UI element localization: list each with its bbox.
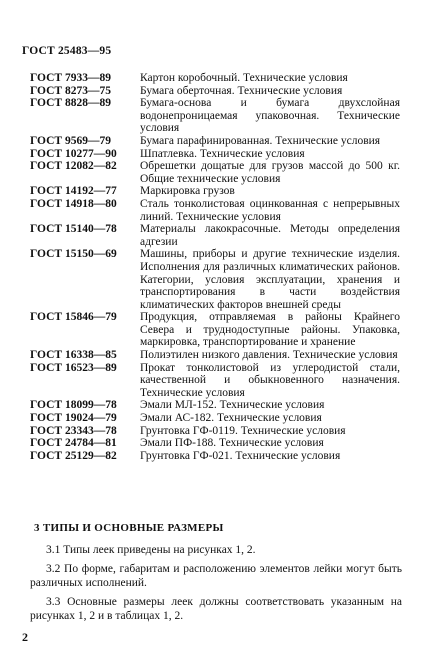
reference-title: Эмали ПФ-188. Технические условия xyxy=(140,437,324,450)
reference-row xyxy=(30,223,400,248)
reference-code: ГОСТ 7933—89 xyxy=(30,72,111,84)
reference-row xyxy=(30,185,400,198)
reference-row xyxy=(30,97,400,135)
paragraph-3-1: 3.1 Типы леек приведены на рисунках 1, 2. xyxy=(46,544,256,556)
reference-code: ГОСТ 15150—69 xyxy=(30,248,117,261)
reference-code: ГОСТ 18099—78 xyxy=(30,399,117,412)
reference-row xyxy=(30,399,400,412)
paragraph-3-3: 3.3 Основные размеры леек должны соответствовать указанным на рисунках 1, 2 и в таблицах 1, 2. xyxy=(30,596,402,622)
reference-row xyxy=(30,311,400,349)
reference-row xyxy=(30,148,400,161)
reference-title: Бумага оберточная. Технические условия xyxy=(140,84,343,97)
normative-references-list xyxy=(30,72,400,462)
reference-code: ГОСТ 23343—78 xyxy=(30,424,117,437)
reference-code: ГОСТ 25129—82 xyxy=(30,449,117,462)
reference-title: Эмали АС-182. Технические условия xyxy=(140,412,322,425)
reference-row xyxy=(30,425,400,438)
reference-code: ГОСТ 15846—79 xyxy=(30,311,117,324)
reference-code: ГОСТ 8828—89 xyxy=(30,97,111,110)
reference-code: ГОСТ 16523—89 xyxy=(30,361,117,374)
reference-code: ГОСТ 14192—77 xyxy=(30,185,117,198)
paragraph-3-2: 3.2 По форме, габаритам и расположению элементов лейки могут быть различных исполнений. xyxy=(30,563,402,589)
reference-row xyxy=(30,437,400,450)
reference-title: Картон коробочный. Технические условия xyxy=(140,72,348,84)
reference-code: ГОСТ 15140—78 xyxy=(30,223,117,236)
reference-row xyxy=(30,198,400,223)
reference-row xyxy=(30,349,400,362)
reference-title: Полиэтилен низкого давления. Технические условия xyxy=(140,349,398,362)
reference-code: ГОСТ 24784—81 xyxy=(30,437,117,450)
reference-code: ГОСТ 10277—90 xyxy=(30,147,117,160)
document-header: ГОСТ 25483—95 xyxy=(22,45,112,57)
reference-row xyxy=(30,160,400,185)
reference-row xyxy=(30,135,400,148)
reference-code: ГОСТ 12082—82 xyxy=(30,160,117,173)
reference-title: Эмали МЛ-152. Технические условия xyxy=(140,399,325,412)
reference-title: Маркировка грузов xyxy=(140,185,235,198)
reference-title: Материалы лакокрасочные. Методы определения адгезии xyxy=(140,223,400,248)
reference-row xyxy=(30,412,400,425)
section-heading: 3 ТИПЫ И ОСНОВНЫЕ РАЗМЕРЫ xyxy=(34,522,224,534)
reference-title: Грунтовка ГФ-0119. Технические условия xyxy=(140,424,346,437)
reference-code: ГОСТ 9569—79 xyxy=(30,134,111,147)
reference-row xyxy=(30,450,400,463)
reference-code: ГОСТ 16338—85 xyxy=(30,349,117,362)
reference-title: Грунтовка ГФ-021. Технические условия xyxy=(140,449,341,462)
reference-title: Продукция, отправляемая в районы Крайнего Севера и труднодоступные районы. Упаковка, маркировка, транспортирование и хранение xyxy=(140,311,400,349)
reference-title: Шпатлевка. Технические условия xyxy=(140,147,305,160)
reference-row xyxy=(30,248,400,311)
reference-title: Бумага парафинированная. Технические условия xyxy=(140,134,381,147)
reference-row xyxy=(30,85,400,98)
reference-code: ГОСТ 19024—79 xyxy=(30,412,117,425)
reference-code: ГОСТ 8273—75 xyxy=(30,84,111,97)
reference-title: Сталь тонколистовая оцинкованная с непрерывных линий. Технические условия xyxy=(140,197,400,223)
page-number: 2 xyxy=(22,630,28,644)
reference-row xyxy=(30,362,400,400)
reference-title: Бумага-основа и бумага двухслойная водонепроницаемая упаковочная. Технические условия xyxy=(140,97,400,135)
reference-title: Обрешетки дощатые для грузов массой до 500 кг. Общие технические условия xyxy=(140,160,400,185)
reference-code: ГОСТ 14918—80 xyxy=(30,197,117,210)
reference-title: Прокат тонколистовой из углеродистой стали, качественной и обыкновенного назначения. Технические условия xyxy=(140,361,400,399)
reference-row xyxy=(30,72,400,85)
reference-title: Машины, приборы и другие технические изделия. Исполнения для различных климатических районов. Категории, условия эксплуатации, хранения и транспортирования в части воздействия климатических факторов внешней среды xyxy=(140,248,400,311)
